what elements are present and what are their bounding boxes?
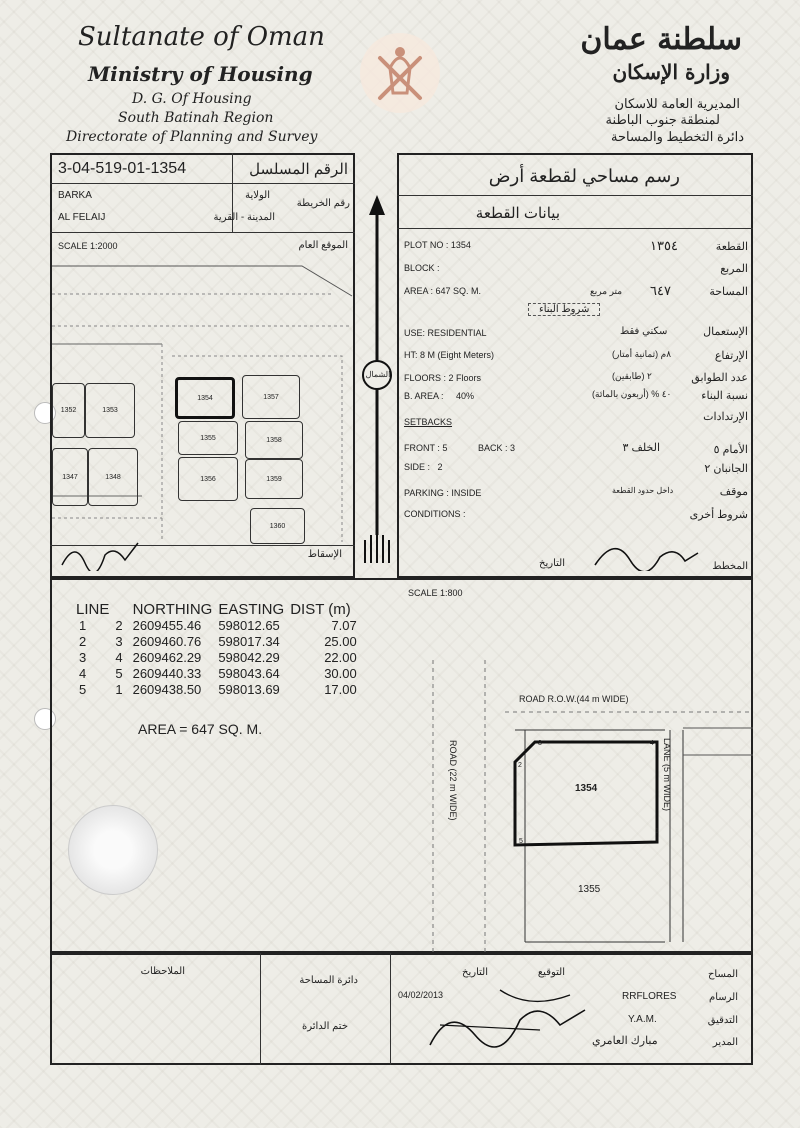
wilayat-value: BARKA [58,190,92,201]
lane-label: LANE (5 m WIDE) [662,738,672,812]
location-plot: 1353 [85,383,135,438]
village-label: المدينة - القرية [213,212,275,223]
ar-title: سلطنة عمان [580,22,742,57]
setbacks-label: SETBACKS [404,417,453,427]
site-scale: SCALE 1:800 [408,588,463,598]
footer-date: 04/02/2013 [398,990,444,1000]
corner-label: 5 [519,838,523,845]
planner-signature [590,535,700,571]
col-line: LINE [76,601,110,618]
site-plot-below: 1355 [578,884,601,895]
barea-label: B. AREA : 40% [404,391,475,401]
director-name: مبارك العامري [592,1035,658,1047]
corner-label: 4 [650,740,654,747]
footer-signatures [420,985,590,1057]
director-label: المدير [712,1037,738,1048]
location-plot: 1360 [250,508,305,544]
dept-stamp-label: ختم الدائرة [301,1021,348,1032]
general-location-label: الموقع العام [298,240,348,251]
location-plot-highlighted: 1354 [175,377,235,419]
floors-ar-value: ٢ (طابقين) [612,371,652,381]
village-value: AL FELAIJ [58,212,106,223]
barea-ar-value: ٤٠ % (أربعون بالمائة) [592,389,672,399]
area-ar-label: المساحة [709,286,748,298]
front-label: FRONT : 5 [404,443,448,453]
total-area: AREA = 647 SQ. M. [138,721,263,737]
info-date-label: التاريخ [539,558,565,569]
ar-dg: المديرية العامة للاسكان [614,96,740,111]
plot-subtitle-ar: بيانات القطعة [475,205,560,222]
table-row: 5 1 2609438.50 598013.69 17.00 [79,682,357,697]
barea-ar-label: نسبة البناء [701,390,748,402]
checker-name: Y.A.M. [628,1014,657,1025]
conditions-ar-label: شروط أخرى [689,509,748,521]
en-region: South Batinah Region [118,110,274,126]
location-plot: 1356 [178,457,238,501]
location-scale: SCALE 1:2000 [58,241,118,251]
road-row-label: ROAD R.O.W.(44 m WIDE) [519,694,629,704]
checker-label: التدقيق [707,1015,738,1026]
north-label: الشمال [365,370,391,379]
planner-label: المخطط [712,561,748,572]
height-label: HT: 8 M (Eight Meters) [404,350,495,360]
location-plot: 1355 [178,421,238,455]
setbacks-ar-label: الإرتدادات [703,411,748,423]
serial-label: الرقم المسلسل [249,161,348,178]
table-row: 1 2 2609455.46 598012.65 7.07 [79,618,357,633]
area-ar-value: ٦٤٧ [650,283,671,298]
location-plot: 1348 [88,448,138,506]
use-ar-value: سكني فقط [620,326,668,337]
col-dist: DIST (m) [290,601,351,618]
parking-ar-label: موقف [719,486,748,498]
area-unit-ar: متر مربع [590,286,623,296]
survey-dept-label: دائرة المساحة [299,975,358,986]
back-label: BACK : 3 [478,443,516,453]
location-plot: 1357 [242,375,300,419]
coordinates-table [76,601,357,698]
parking-ar-value: داخل حدود القطعة [612,486,674,495]
location-plot: 1352 [52,383,85,438]
oman-emblem-logo [355,28,445,118]
corner-label: 3 [538,740,542,747]
map-no-label: رقم الخريطة [296,198,350,209]
plot-no-ar-label: القطعة [715,241,748,253]
en-directorate: Directorate of Planning and Survey [66,129,318,145]
building-conditions-label: شروط البناء [528,303,600,316]
ar-region: لمنطقة جنوب الباطنة [605,112,720,127]
plot-no-value: 1354 [450,240,471,250]
table-row: 3 4 2609462.29 598042.29 22.00 [79,650,357,665]
height-ar-value: ٨م (ثمانية أمتار) [612,349,672,359]
road-left-label: ROAD (22 m WIDE) [448,740,458,821]
use-ar-label: الإستعمال [703,326,748,338]
conditions-label: CONDITIONS : [404,509,466,519]
area-value: 647 SQ. M. [435,286,482,296]
back-ar: الخلف ٣ [622,442,660,454]
location-plot: 1358 [245,421,303,459]
serial-number: 3-04-519-01-1354 [58,160,187,177]
table-row: 4 5 2609440.33 598043.64 30.00 [79,666,357,681]
plot-no-ar-value: ١٣٥٤ [650,238,678,253]
drafter-name: RRFLORES [622,991,677,1002]
location-plot: 1347 [52,448,88,506]
notes-label: الملاحظات [140,966,185,977]
col-easting: EASTING [218,601,285,618]
area-label: AREA : 647 SQ. M. [404,286,482,296]
use-label: USE: RESIDENTIAL [404,328,487,338]
side-ar: الجانبان ٢ [704,463,748,475]
plot-no-label: PLOT NO : 1354 [404,240,471,250]
side-label: SIDE : 2 [404,462,443,472]
corner-label: 2 [518,762,522,769]
ar-directorate: دائرة التخطيط والمساحة [611,129,744,144]
table-row: 2 3 2609460.76 598017.34 25.00 [79,634,357,649]
corner-label: 1 [655,828,659,835]
floors-ar-label: عدد الطوابق [691,372,748,384]
signature-scribble [60,535,140,571]
footer-date-header: التاريخ [462,967,488,978]
north-arrow-icon [360,195,394,567]
floors-label: FLOORS : 2 Floors [404,373,482,383]
block-ar-label: المربع [720,263,748,275]
block-label: BLOCK : [404,263,440,273]
en-dg: D. G. Of Housing [132,91,252,107]
footer-signature-header: التوقيع [537,967,565,978]
front-ar: الأمام ٥ [713,444,748,456]
parking-label: PARKING : INSIDE [404,488,482,498]
site-plot-number: 1354 [575,783,598,794]
ar-ministry: وزارة الإسكان [612,60,730,84]
col-northing: NORTHING [132,601,213,618]
en-ministry: Ministry of Housing [88,62,313,86]
projection-label: الإسقاط [307,549,342,560]
en-title: Sultanate of Oman [78,22,325,52]
wilayat-label: الولاية [245,190,270,201]
drafter-label: الرسام [709,992,738,1003]
surveyor-label: المساح [707,969,738,980]
embossed-seal-icon [68,805,158,895]
height-ar-label: الإرتفاع [714,350,748,362]
location-plot: 1359 [245,459,303,499]
plot-title-ar: رسم مساحي لقطعة أرض [488,166,680,186]
